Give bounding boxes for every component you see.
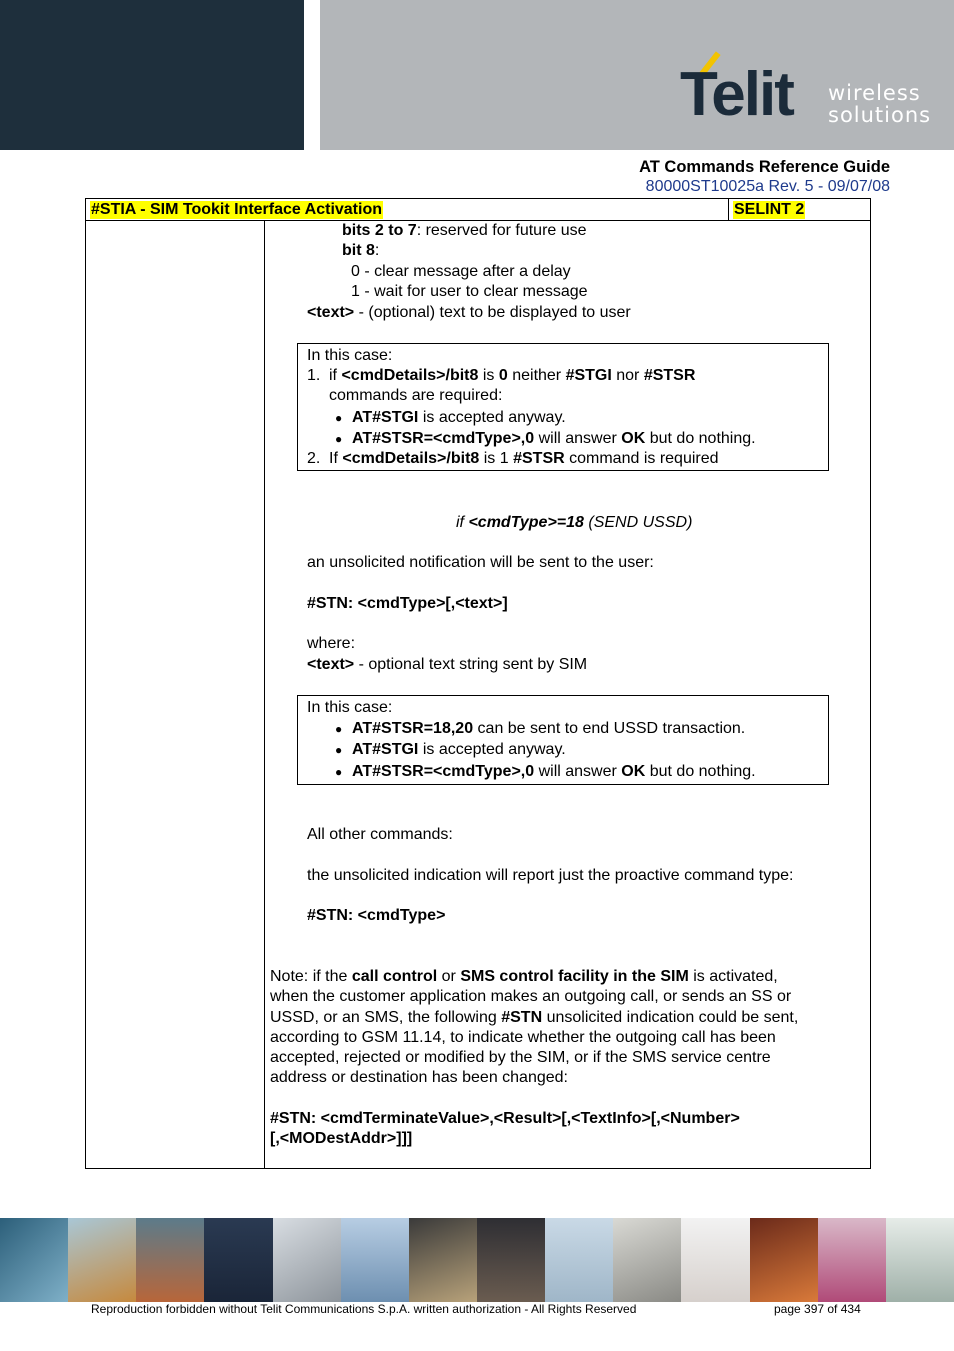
- document-title: AT Commands Reference Guide: [639, 158, 890, 176]
- selint-badge: SELINT 2: [734, 201, 805, 218]
- table-header-row: [86, 199, 870, 221]
- box1-item1-number: 1.: [307, 367, 321, 384]
- footer-photo: [0, 1218, 68, 1302]
- footer-page-number: page 397 of 434: [774, 1302, 861, 1316]
- bullet-icon: ●: [335, 722, 343, 736]
- logo-tagline-line2: solutions: [828, 103, 932, 127]
- stn-format-2: #STN: <cmdType>: [307, 907, 446, 924]
- header-dark-panel: [0, 0, 304, 150]
- command-table: [85, 198, 871, 1169]
- box1-bullet1: AT#STGI is accepted anyway.: [352, 409, 566, 426]
- logo-tagline-line1: wireless: [828, 81, 921, 105]
- text-param-line-2: <text> - optional text string sent by SIM: [307, 656, 588, 673]
- stn-format-3-line2: [,<MODestAddr>]]]: [270, 1130, 413, 1147]
- footer-copyright: Reproduction forbidden without Telit Communications S.p.A. written authorization - All Rights Reserved: [91, 1302, 637, 1316]
- column-divider: [264, 221, 265, 1169]
- bits-2-7-line: bits 2 to 7: reserved for future use: [342, 222, 587, 239]
- command-title: #STIA - SIM Tookit Interface Activation: [91, 201, 382, 218]
- logo-wordmark: Telit: [680, 60, 793, 129]
- footer-photo: [273, 1218, 341, 1302]
- footer-photo: [886, 1218, 954, 1302]
- footer-photo: [477, 1218, 545, 1302]
- bullet-icon: ●: [335, 743, 343, 757]
- unsolicited-type-line: the unsolicited indication will report just the proactive command type:: [307, 867, 794, 884]
- note-line-1: Note: if the call control or SMS control facility in the SIM is activated,: [270, 968, 778, 985]
- footer-photo: [409, 1218, 477, 1302]
- unsolicited-line: an unsolicited notification will be sent to the user:: [307, 554, 654, 571]
- box1-item1: if <cmdDetails>/bit8 is 0 neither #STGI nor #STSR: [329, 367, 696, 384]
- footer-photo: [818, 1218, 886, 1302]
- box1-item1-line2: commands are required:: [329, 387, 503, 404]
- box1-item2-number: 2.: [307, 450, 321, 467]
- bit-8-option-0: 0 - clear message after a delay: [351, 263, 571, 280]
- footer-photo: [613, 1218, 681, 1302]
- box2-bullet1: AT#STSR=18,20 can be sent to end USSD transaction.: [352, 720, 746, 737]
- box1-item2: If <cmdDetails>/bit8 is 1 #STSR command is required: [329, 450, 719, 467]
- footer-image-strip: [0, 1218, 954, 1302]
- box2-bullet3: AT#STSR=<cmdType>,0 will answer OK but do nothing.: [352, 763, 756, 780]
- box2-intro: In this case:: [307, 699, 393, 716]
- all-other-commands: All other commands:: [307, 826, 453, 843]
- stn-format-3-line1: #STN: <cmdTerminateValue>,<Result>[,<TextInfo>[,<Number>: [270, 1110, 740, 1127]
- bullet-icon: ●: [335, 765, 343, 779]
- footer-photo: [750, 1218, 818, 1302]
- footer-photo: [68, 1218, 136, 1302]
- footer-photo: [341, 1218, 409, 1302]
- text-param-line: <text> - (optional) text to be displayed to user: [307, 304, 631, 321]
- note-line-3: USSD, or an SMS, the following #STN unsolicited indication could be sent,: [270, 1009, 799, 1026]
- footer-photo: [545, 1218, 613, 1302]
- ussd-heading: if <cmdType>=18 (SEND USSD): [456, 514, 693, 531]
- footer-photo: [681, 1218, 749, 1302]
- bit-8-line: bit 8:: [342, 242, 380, 259]
- note-line-4: according to GSM 11.14, to indicate whether the outgoing call has been: [270, 1029, 776, 1046]
- note-line-2: when the customer application makes an outgoing call, or sends an SS or: [270, 988, 792, 1005]
- bit-8-option-1: 1 - wait for user to clear message: [351, 283, 588, 300]
- document-revision: 80000ST10025a Rev. 5 - 09/07/08: [645, 178, 890, 195]
- stn-format-1: #STN: <cmdType>[,<text>]: [307, 595, 508, 612]
- bullet-icon: ●: [335, 411, 343, 425]
- footer-photo: [204, 1218, 272, 1302]
- note-line-6: address or destination has been changed:: [270, 1069, 568, 1086]
- telit-logo: [676, 46, 936, 136]
- note-box-2: [297, 695, 829, 785]
- note-box-1: [297, 343, 829, 471]
- where-label: where:: [307, 635, 356, 652]
- logo-tagline: [828, 82, 931, 126]
- header-divider: [728, 199, 729, 221]
- box2-bullet2: AT#STGI is accepted anyway.: [352, 741, 566, 758]
- footer-photo: [136, 1218, 204, 1302]
- bullet-icon: ●: [335, 432, 343, 446]
- box1-intro: In this case:: [307, 347, 393, 364]
- note-line-5: accepted, rejected or modified by the SIM, or if the SMS service centre: [270, 1049, 771, 1066]
- box1-bullet2: AT#STSR=<cmdType>,0 will answer OK but do nothing.: [352, 430, 756, 447]
